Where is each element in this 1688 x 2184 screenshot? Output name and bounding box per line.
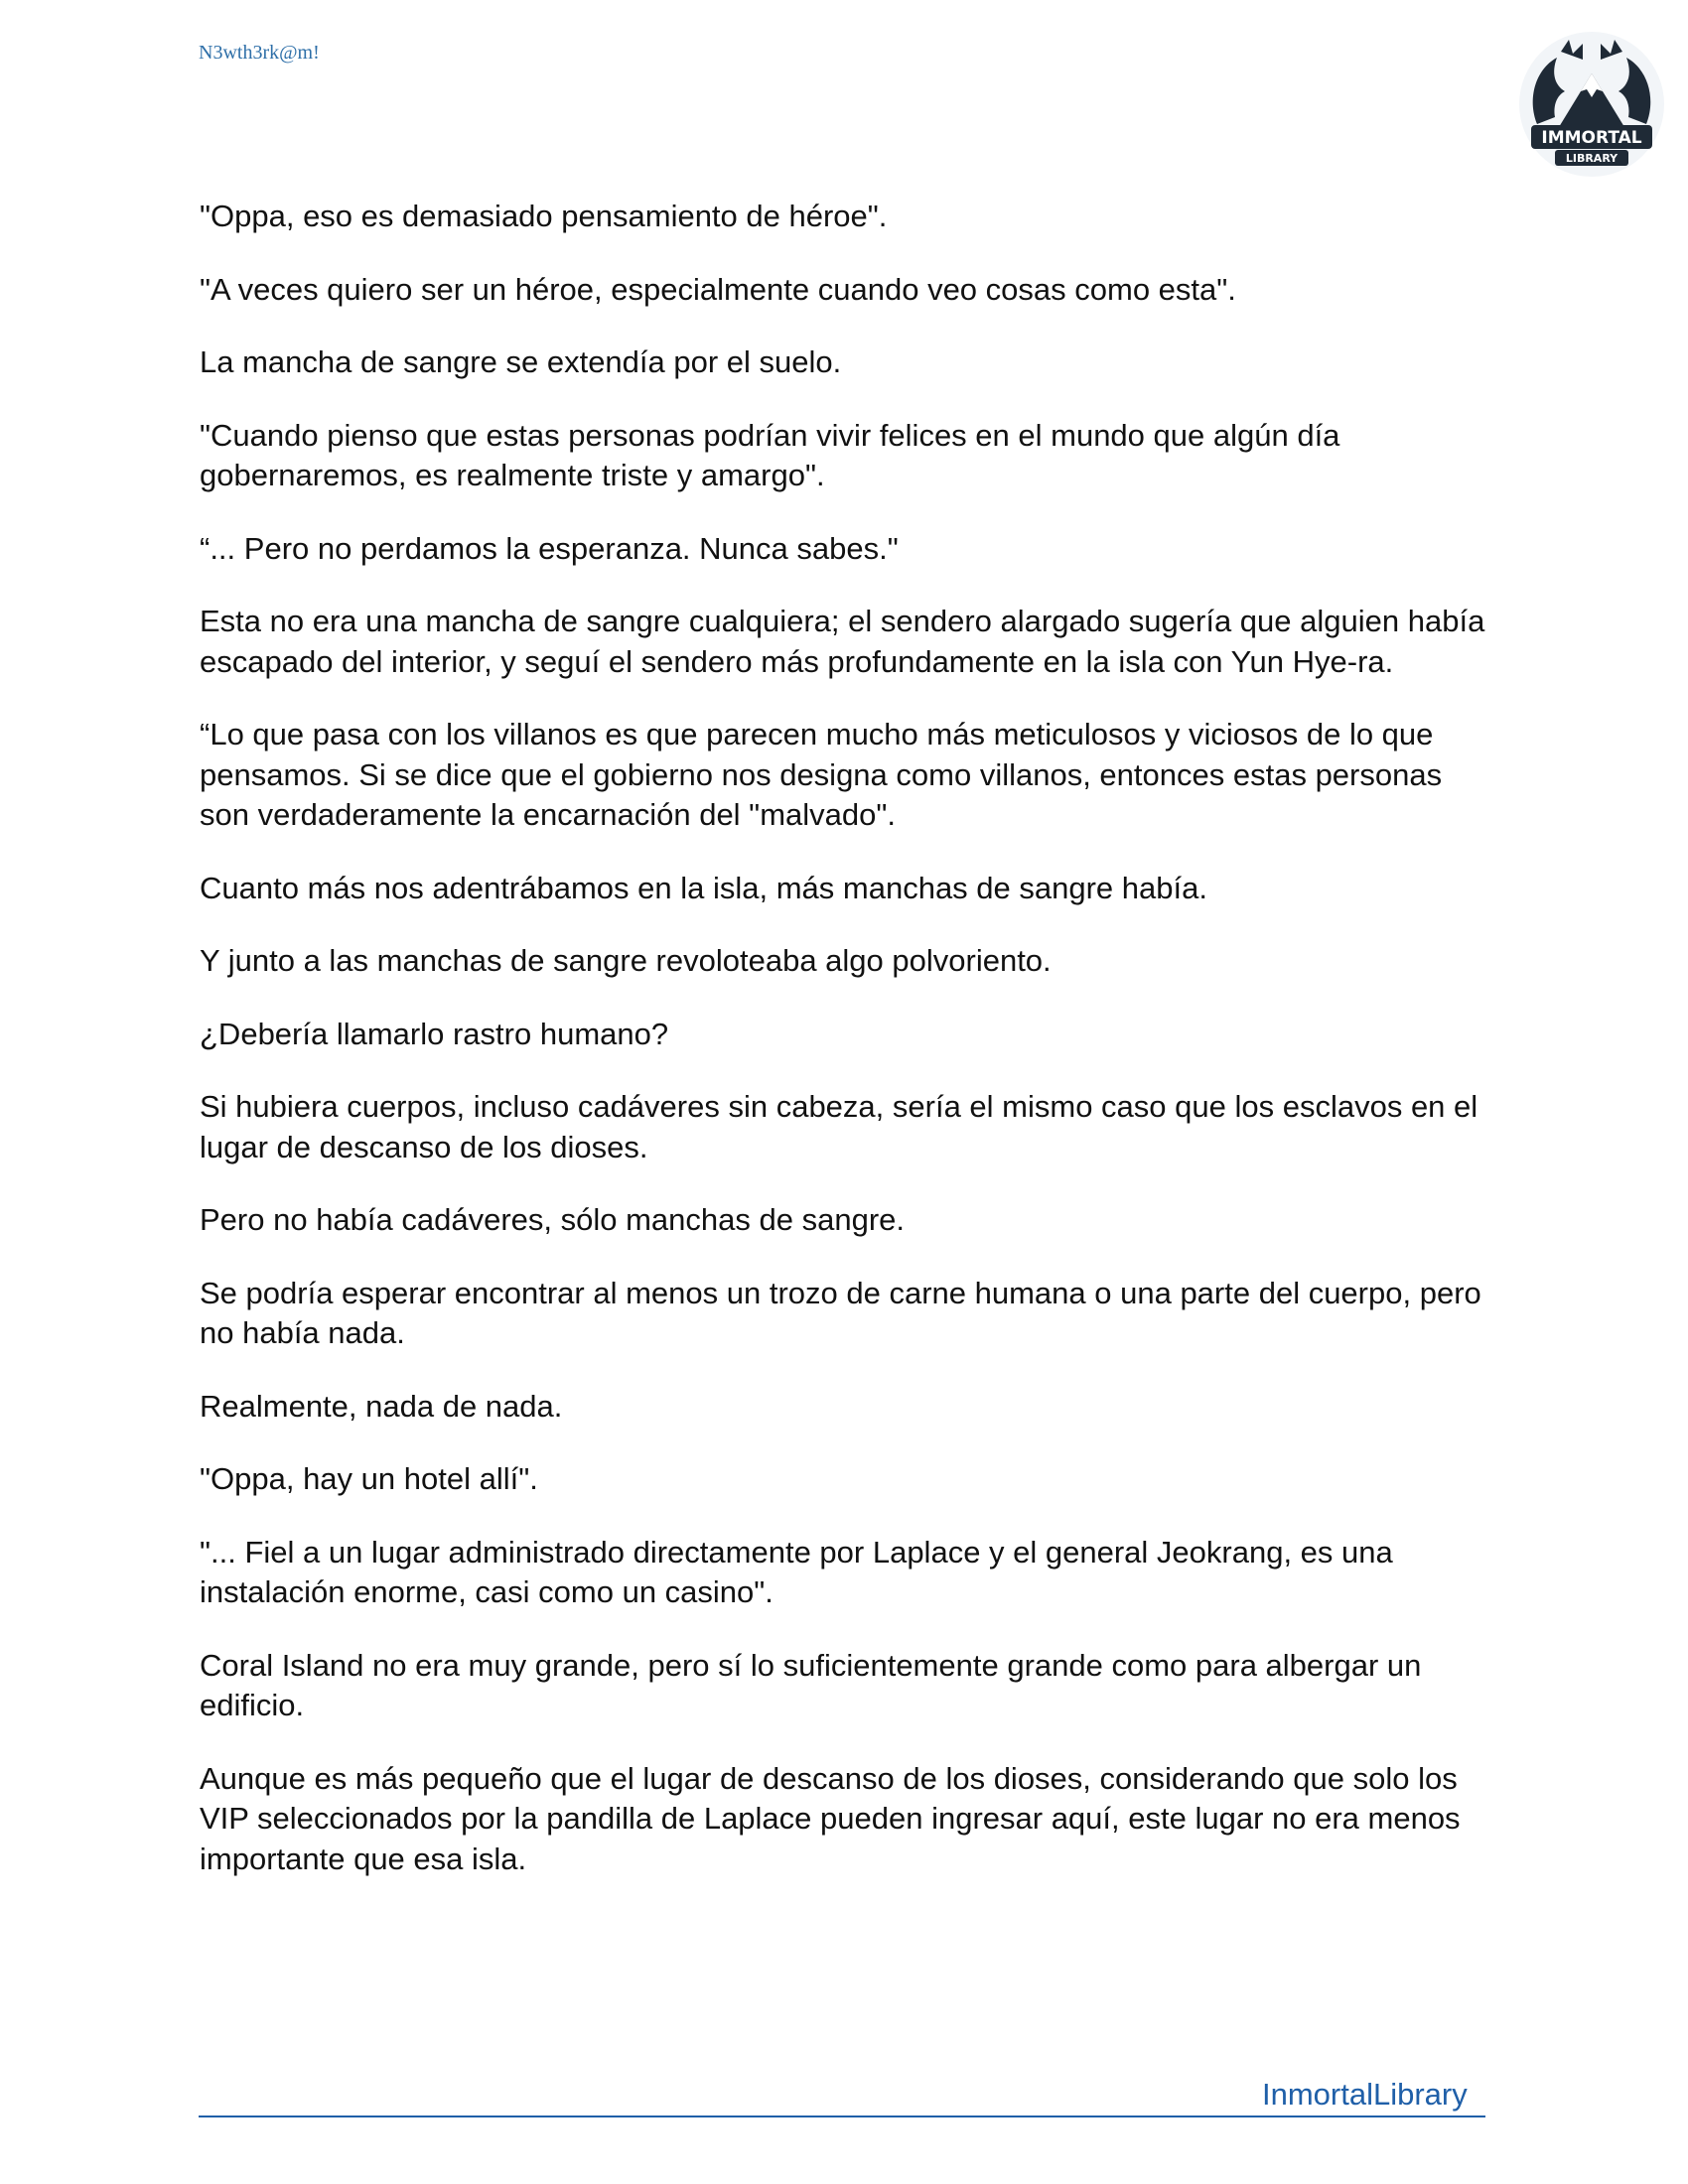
paragraph: Esta no era una mancha de sangre cualquiera; el sendero alargado sugería que alguien había escapado del interior, y seguí el sendero más profundamente en la isla con Yun Hye-ra. [200, 604, 1485, 679]
paragraph: Pero no había cadáveres, sólo manchas de sangre. [200, 1202, 906, 1237]
paragraph: Cuanto más nos adentrábamos en la isla, más manchas de sangre había. [200, 870, 1207, 905]
logo-line1: IMMORTAL [1541, 128, 1642, 148]
paragraph: “Lo que pasa con los villanos es que parecen mucho más meticulosos y viciosos de lo que pensamos. Si se dice que el gobierno nos designa como villanos, entonces estas personas son verdaderamente la encarnación del "malvado". [200, 717, 1443, 832]
logo-line2: LIBRARY [1565, 152, 1618, 165]
paragraph: "... Fiel a un lugar administrado directamente por Laplace y el general Jeokrang, es una instalación enorme, casi como un casino". [200, 1534, 1393, 1609]
paragraph: "A veces quiero ser un héroe, especialmente cuando veo cosas como esta". [200, 271, 1236, 307]
paragraph: Realmente, nada de nada. [200, 1388, 563, 1424]
immortal-library-logo-icon [1517, 30, 1666, 179]
paragraph: Y junto a las manchas de sangre revoloteaba algo polvoriento. [200, 943, 1052, 978]
document-body [200, 197, 1495, 1912]
paragraph: ¿Debería llamarlo rastro humano? [200, 1016, 669, 1051]
paragraph: La mancha de sangre se extendía por el suelo. [200, 344, 842, 379]
paragraph: "Oppa, eso es demasiado pensamiento de héroe". [200, 199, 888, 233]
paragraph: Si hubiera cuerpos, incluso cadáveres sin cabeza, sería el mismo caso que los esclavos en el lugar de descanso de los dioses. [200, 1089, 1478, 1164]
footer-link[interactable]: InmortalLibrary [1262, 2077, 1468, 2112]
paragraph: Se podría esperar encontrar al menos un trozo de carne humana o una parte del cuerpo, pero no había nada. [200, 1275, 1481, 1350]
footer-divider [199, 2116, 1485, 2117]
paragraph: "Cuando pienso que estas personas podrían vivir felices en el mundo que algún día gobernaremos, es realmente triste y amargo". [200, 417, 1340, 492]
header-tag: N3wth3rk@m! [199, 42, 320, 64]
paragraph: Coral Island no era muy grande, pero sí lo suficientemente grande como para albergar un edificio. [200, 1647, 1422, 1722]
paragraph: "Oppa, hay un hotel allí". [200, 1461, 538, 1496]
paragraph: “... Pero no perdamos la esperanza. Nunca sabes." [200, 530, 899, 566]
paragraph: Aunque es más pequeño que el lugar de descanso de los dioses, considerando que solo los VIP seleccionados por la pandilla de Laplace pueden ingresar aquí, este lugar no era menos importante que esa isla. [200, 1760, 1461, 1876]
